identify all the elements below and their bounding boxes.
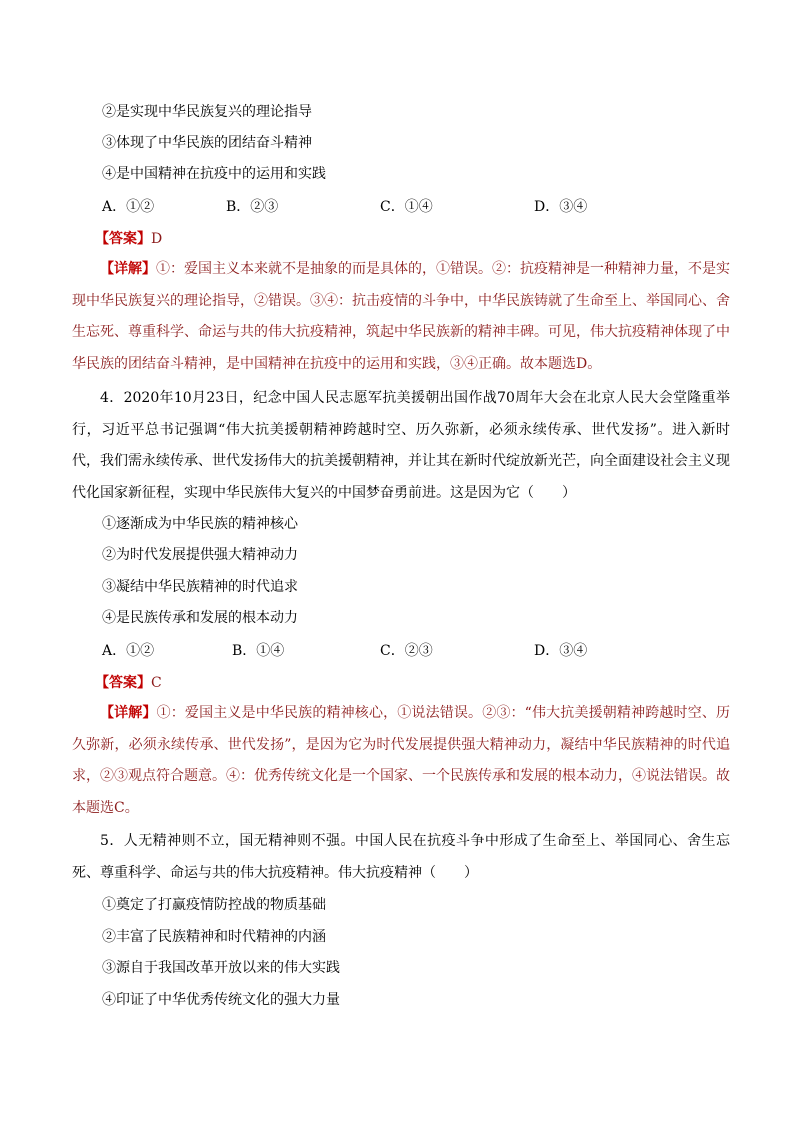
q3-choices [102, 197, 702, 217]
choice-b: B．②③ [226, 199, 279, 215]
q4-answer [95, 673, 162, 693]
q5-option-item: ③源自于我国改革开放以来的伟大实践 [102, 960, 340, 976]
q3-detail [72, 254, 730, 380]
detail-tag: 【详解】 [100, 261, 156, 277]
q4-detail [72, 698, 730, 824]
detail-tag: 【详解】 [100, 705, 157, 721]
detail-text: ①：爱国主义本来就不是抽象的而是具体的，①错误。②：抗疫精神是一种精神力量，不是实现中华民族复兴的理论指导，②错误。③④：抗击疫情的斗争中，中华民族铸就了生命至上、举国同心、舍生忘死、尊重科学、命运与共的伟大抗疫精神，筑起中华民族新的精神丰碑。可见，伟大抗疫精神体现了中华民族的团结奋斗精神，是中国精神在抗疫中的运用和实践，③④正确。故本题选D。 [72, 261, 730, 372]
choice-c: C．①④ [380, 199, 433, 215]
q4-option-item: ②为时代发展提供强大精神动力 [102, 547, 298, 563]
q4-stem-text: 4．2020年10月23日，纪念中国人民志愿军抗美援朝出国作战70周年大会在北京人民大会堂隆重举行，习近平总书记强调“伟大抗美援朝精神跨越时空、历久弥新，必须永续传承、世代发扬”。进入新时代，我们需永续传承、世代发扬伟大的抗美援朝精神，并让其在新时代绽放新光芒，向全面建设社会主义现代化国家新征程，实现中华民族伟大复兴的中国梦奋勇前进。这是因为它（ ） [72, 390, 730, 501]
q3-answer [95, 229, 162, 249]
q4-option-item: ①逐渐成为中华民族的精神核心 [102, 516, 298, 532]
q4-option-item: ③凝结中华民族精神的时代追求 [102, 579, 298, 595]
detail-text: ①：爱国主义是中华民族的精神核心，①说法错误。②③：“伟大抗美援朝精神跨越时空、历久弥新，必须永续传承、世代发扬”，是因为它为时代发展提供强大精神动力，凝结中华民族精神的时代追求，②③观点符合题意。④：优秀传统文化是一个国家、一个民族传承和发展的根本动力，④说法错误。故本题选C。 [72, 705, 731, 816]
q5-option-item: ①奠定了打赢疫情防控战的物质基础 [102, 897, 326, 913]
q3-option-item: ③体现了中华民族的团结奋斗精神 [102, 135, 312, 151]
choice-d: D．③④ [534, 643, 588, 659]
q3-option-item: ②是实现中华民族复兴的理论指导 [102, 104, 312, 120]
q4-choices [102, 641, 702, 661]
answer-tag: 【答案】 [95, 675, 151, 691]
choice-a: A．①② [102, 643, 155, 659]
choice-d: D．③④ [534, 199, 588, 215]
q5-stem [72, 826, 730, 889]
choice-b: B．①④ [232, 643, 285, 659]
q5-stem-text: 5．人无精神则不立，国无精神则不强。中国人民在抗疫斗争中形成了生命至上、举国同心、舍生忘死、尊重科学、命运与共的伟大抗疫精神。伟大抗疫精神（ ） [72, 833, 730, 881]
answer-tag: 【答案】 [95, 231, 151, 247]
answer-value: D [151, 231, 163, 247]
q3-option-item: ④是中国精神在抗疫中的运用和实践 [102, 166, 326, 182]
choice-c: C．②③ [380, 643, 433, 659]
q4-stem [72, 383, 730, 509]
q5-option-item: ④印证了中华优秀传统文化的强大力量 [102, 992, 340, 1008]
q5-option-item: ②丰富了民族精神和时代精神的内涵 [102, 929, 326, 945]
q4-option-item: ④是民族传承和发展的根本动力 [102, 610, 298, 626]
choice-a: A．①② [102, 199, 155, 215]
answer-value: C [151, 675, 162, 691]
